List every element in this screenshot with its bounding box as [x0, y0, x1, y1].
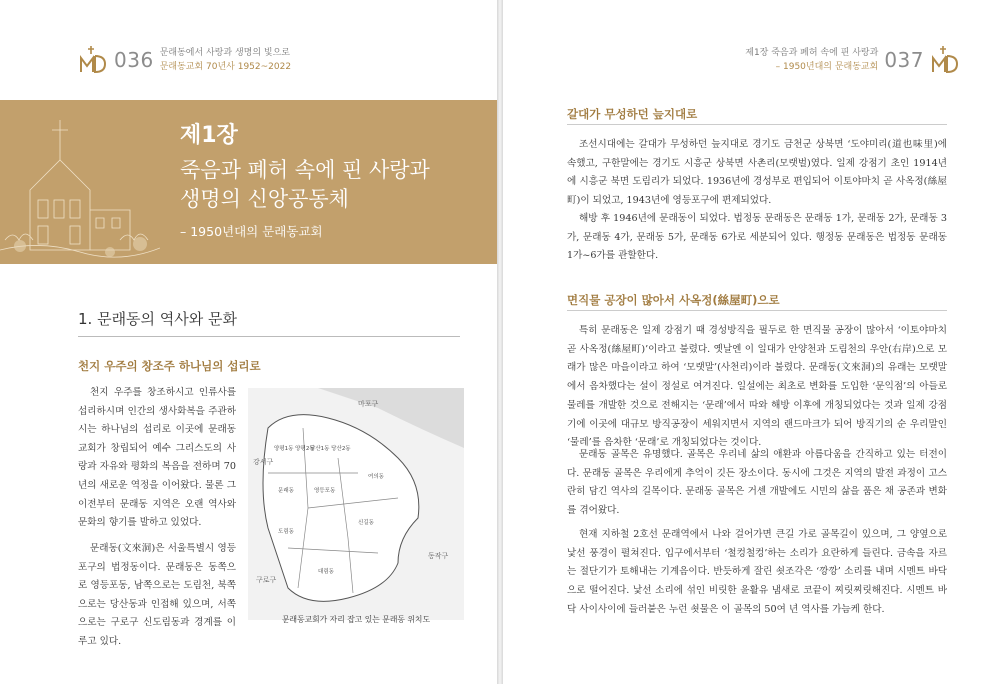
district-map [248, 388, 464, 620]
left-running-head [78, 44, 291, 76]
paragraph-1: 천지 우주를 창조하시고 인류사를 섭리하시며 인간의 생사화복을 주관하시는 하나님의 섭리로 이곳에 문래동교회가 창립되어 예수 그리스도의 사랑과 자유와 평화의 복음을 전하며 70년의 새로운 역정을 이어왔다. 물론 그 이전부터 문래동 지역은 오랜 역사와 문화의 향기를 발하고 있었다. [78, 387, 236, 529]
running-title: 제1장 죽음과 폐허 속에 핀 사랑과 [745, 48, 879, 58]
heading-2: 면직물 공장이 많아서 사옥정(絲屋町)으로 [567, 293, 780, 307]
running-subtitle: 문래동교회 70년사 1952~2022 [159, 62, 292, 72]
map-caption: 문래동교회가 자리 잡고 있는 문래동 위치도 [282, 615, 430, 624]
map-label-dongjak: 동작구 [428, 553, 449, 560]
map-district-3: 문래동 [278, 488, 294, 494]
heading-1-divider [567, 124, 947, 125]
heading-1: 갈대가 무성하던 늪지대로 [567, 107, 698, 121]
left-page [0, 0, 497, 684]
running-title-block [160, 46, 291, 74]
map-district-7: 대림동 [318, 569, 334, 575]
subheading: 천지 우주의 창조주 하나님의 섭리로 [78, 359, 261, 373]
paragraph-r1: 조선시대에는 갈대가 무성하던 늪지대로 경기도 금천군 상북면 ‘도야미리(道也味里)에 속했고, 구한말에는 경기도 시흥군 상북면 사촌리(모랫벌)였다. 일제 강점기 초인 1914년에 시흥군 북면 도림리가 되었다. 1936년에 경성부로 편입되어 이토야마치 곧 사옥정(絲屋町)이 되었고, 1943년에 영등포구에 편제되었다. [567, 139, 947, 207]
chapter-title-line1: 죽음과 폐허 속에 핀 사랑과 [180, 158, 430, 182]
map-label-guro: 구로구 [256, 577, 277, 584]
church-sketch-illustration [0, 100, 160, 264]
map-district-6: 신길동 [358, 520, 374, 526]
map-district-2: 당산1동 당산2동 [310, 446, 351, 452]
paragraph-2: 문래동(文來洞)은 서울특별시 영등포구의 법정동이다. 문래동은 동쪽으로 영등포동, 남쪽으로는 도림천, 북쪽으로는 당산동과 인접해 있으며, 서쪽으로는 구로구 신도림동과 경계를 이루고 있다. [78, 543, 236, 647]
right-running-head [745, 44, 960, 76]
section-heading: 1. 문래동의 역사와 문화 [78, 310, 238, 328]
running-title-block [745, 46, 878, 74]
map-district-1: 양평1동 양평2동 [274, 446, 315, 452]
running-subtitle: – 1950년대의 문래동교회 [775, 62, 879, 72]
section-divider [78, 336, 460, 337]
chapter-banner [0, 100, 497, 264]
map-district-4: 여의동 [368, 474, 384, 480]
map-district-8: 도림동 [278, 529, 294, 535]
map-label-mapo: 마포구 [358, 401, 379, 408]
map-district-5: 영등포동 [314, 488, 336, 494]
chapter-title [180, 156, 430, 214]
church-logo-icon [78, 44, 108, 76]
paragraph-r5: 현재 지하철 2호선 문래역에서 나와 걸어가면 큰길 가로 골목길이 있으며, 그 양옆으로 낯선 풍경이 펼쳐진다. 입구에서부터 ‘철컹철컹’하는 소리가 요란하게 들린다. 금속을 자르는 절단기가 토해내는 기계음이다. 반듯하게 잘린 쇳조각은 ‘깡깡’ 소리를 내며 시멘트 바닥으로 떨어진다. 낯선 소리에 섞인 비릿한 윤활유 냄새로 코끝이 찌릿찌릿해진다. 시멘트 바닥 사이사이에 들러붙은 누런 쇳물은 이 골목의 50여 년 역사를 가늠케 한다. [567, 529, 947, 615]
heading-2-divider [567, 310, 947, 311]
map-label-gangseo: 강서구 [253, 459, 274, 466]
chapter-title-line2: 생명의 신앙공동체 [180, 187, 349, 211]
paragraph-r2: 해방 후 1946년에 문래동이 되었다. 법정동 문래동은 문래동 1가, 문래동 2가, 문래동 3가, 문래동 4가, 문래동 5가, 문래동 6가로 세분되어 있다. 행정동 문래동은 법정동 문래동 1가~6가를 관할한다. [567, 213, 947, 262]
paragraph-r3: 특히 문래동은 일제 강점기 때 경성방직을 필두로 한 면직물 공장이 많아서 ‘이토야마치 곧 사옥정(絲屋町)’이라고 불렸다. 옛날엔 이 일대가 안양천과 도림천의 우안(右岸)으로 모래가 많은 마을이라고 하여 ‘모랫말’(사천리)이라 불렸다. 문래동(文來洞)의 유래는 모랫말에서 음차했다는 설이 정설로 여겨진다. 일설에는 최초로 변화를 도입한 ‘문익점’의 아들로 물레를 개발한 것으로 전해지는 ‘문래’에서 따와 해방 이후에 개칭되었다는 것과 일제 강점기에 이곳에 대규모 방직공장이 세워지면서 지역의 랜드마크가 되어 방직기의 순 우리말인 ‘물레’를 음차한 ‘문래’로 개칭되었다는 것이다. [567, 325, 947, 449]
page-number: 036 [114, 48, 154, 72]
church-logo-icon [930, 44, 960, 76]
page-number: 037 [884, 48, 924, 72]
paragraph-r4: 문래동 골목은 유명했다. 골목은 우리네 삶의 애환과 아름다움을 간직하고 있는 터전이다. 문래동 골목은 우리에게 추억이 깃든 장소이다. 동시에 그것은 지역의 발전 과정이 고스란히 담긴 역사의 길목이다. 문래동 골목은 거센 개발에도 시민의 삶을 품은 채 공존과 변화를 겪어왔다. [567, 449, 947, 517]
chapter-subtitle: – 1950년대의 문래동교회 [180, 224, 323, 239]
right-page [503, 0, 1000, 684]
chapter-label: 제1장 [180, 123, 238, 148]
running-title: 문래동에서 사랑과 생명의 빛으로 [159, 48, 290, 58]
